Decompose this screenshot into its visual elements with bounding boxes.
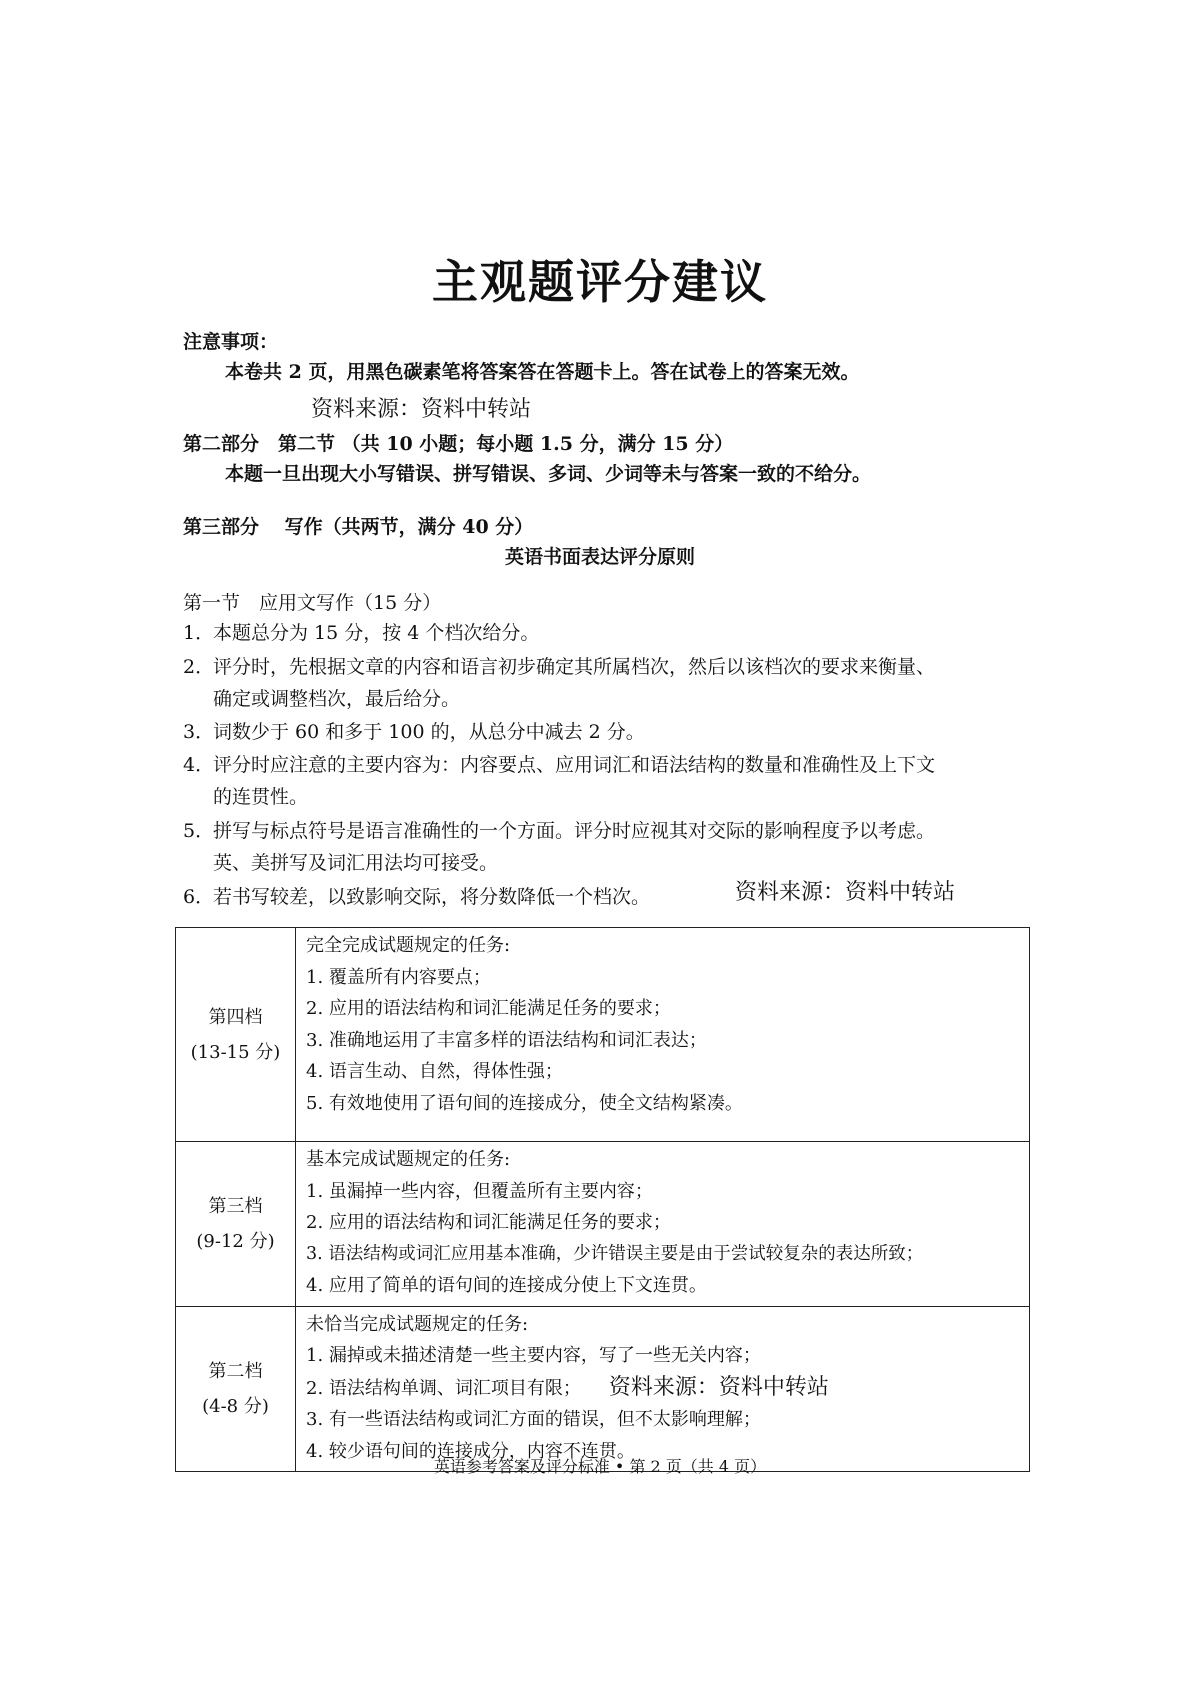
table-row [176, 1306, 1030, 1472]
grade-level-range: (4-8 分) [202, 1395, 269, 1417]
grade-item: 4. 较少语句间的连接成分，内容不连贯。 [306, 1440, 635, 1462]
grade-item: 2. 应用的语法结构和词汇能满足任务的要求； [306, 1212, 671, 1233]
page-footer: 英语参考答案及评分标准 • 第 2 页（共 4 页） [433, 1457, 767, 1476]
section-title: 第一节 应用文写作（15 分） [183, 592, 442, 614]
rule-text: 拼写与标点符号是语言准确性的一个方面。评分时应视其对交际的影响程度予以考虑。 [213, 820, 936, 842]
grade-level-range: (9-12 分) [196, 1230, 275, 1252]
rule-number: 6． [183, 886, 215, 908]
grade-description-cell [296, 1142, 1030, 1307]
rule-text: 词数少于 60 和多于 100 的，从总分中减去 2 分。 [213, 721, 645, 743]
grade-item [306, 1372, 1029, 1405]
part3-subtitle: 英语书面表达评分原则 [504, 546, 695, 568]
watermark-3: 资料来源：资料中转站 [608, 1374, 829, 1400]
grade-level-cell [176, 928, 296, 1142]
rule-text: 评分时应注意的主要内容为：内容要点、应用词汇和语法结构的数量和准确性及上下文 [213, 754, 936, 776]
grade-item: 2. 应用的语法结构和词汇能满足任务的要求； [306, 998, 671, 1019]
grade-level-range: (13-15 分) [190, 1041, 281, 1063]
grade-item: 4. 语言生动、自然，得体性强； [306, 1061, 563, 1082]
grade-description-cell [296, 928, 1030, 1142]
grade-item: 3. 有一些语法结构或词汇方面的错误，但不太影响理解； [306, 1409, 761, 1430]
grading-table [175, 927, 1030, 1472]
table-row [176, 928, 1030, 1142]
rule-number: 1． [183, 622, 215, 644]
grade-level-name: 第四档 [208, 1006, 263, 1028]
rule-text: 若书写较差，以致影响交际，将分数降低一个档次。 [213, 886, 651, 908]
rule-number: 5． [183, 820, 215, 842]
watermark-2: 资料来源：资料中转站 [735, 880, 956, 905]
rule-number: 3． [183, 721, 215, 743]
grade-level-name: 第二档 [208, 1360, 263, 1382]
grade-item: 1. 覆盖所有内容要点； [306, 966, 491, 988]
grade-description-cell [296, 1306, 1030, 1472]
rule-item [183, 618, 539, 645]
grade-item: 3. 语法结构或词汇应用基本准确，少许错误主要是由于尝试较复杂的表达所致； [306, 1243, 924, 1264]
part2-text: 本题一旦出现大小写错误、拼写错误、多词、少词等未与答案一致的不给分。 [225, 463, 872, 485]
table-row [176, 1142, 1030, 1307]
grade-level-cell [176, 1142, 296, 1307]
rule-item [183, 652, 935, 679]
grade-header: 基本完成试题规定的任务: [306, 1149, 511, 1170]
rule-item [183, 750, 935, 777]
rule-continuation: 确定或调整档次，最后给分。 [213, 688, 461, 710]
rule-item [183, 717, 645, 744]
rule-continuation: 的连贯性。 [213, 786, 309, 808]
grade-item: 1. 漏掉或未描述清楚一些主要内容，写了一些无关内容； [306, 1345, 761, 1366]
part3-heading: 第三部分 写作（共两节，满分 40 分） [183, 516, 534, 538]
grade-item: 4. 应用了简单的语句间的连接成分使上下文连贯。 [306, 1275, 707, 1296]
grade-item: 5. 有效地使用了语句间的连接成分，使全文结构紧凑。 [306, 1092, 743, 1114]
notice-label: 注意事项： [183, 331, 279, 353]
rule-text: 评分时，先根据文章的内容和语言初步确定其所属档次，然后以该档次的要求来衡量、 [213, 656, 936, 678]
grade-header: 完全完成试题规定的任务: [306, 935, 511, 956]
rule-number: 4． [183, 754, 215, 776]
grade-header: 未恰当完成试题规定的任务: [306, 1313, 529, 1335]
grade-level-cell [176, 1306, 296, 1472]
rule-continuation: 英、美拼写及词汇用法均可接受。 [213, 852, 499, 874]
grade-item: 3. 准确地运用了丰富多样的语法结构和词汇表达； [306, 1029, 707, 1051]
rule-text: 本题总分为 15 分，按 4 个档次给分。 [213, 622, 540, 644]
part2-heading: 第二部分 第二节 （共 10 小题；每小题 1.5 分，满分 15 分） [183, 433, 734, 455]
rule-item [183, 882, 650, 909]
grade-level-name: 第三档 [208, 1195, 263, 1217]
notice-text: 本卷共 2 页，用黑色碳素笔将答案答在答题卡上。答在试卷上的答案无效。 [225, 361, 860, 383]
grade-item-text: 2. 语法结构单调、词汇项目有限； [306, 1377, 581, 1399]
rule-number: 2． [183, 656, 215, 678]
page-title: 主观题评分建议 [432, 255, 768, 309]
rule-item [183, 816, 935, 843]
grade-item: 1. 虽漏掉一些内容，但覆盖所有主要内容； [306, 1180, 653, 1202]
watermark-1: 资料来源：资料中转站 [311, 397, 532, 422]
